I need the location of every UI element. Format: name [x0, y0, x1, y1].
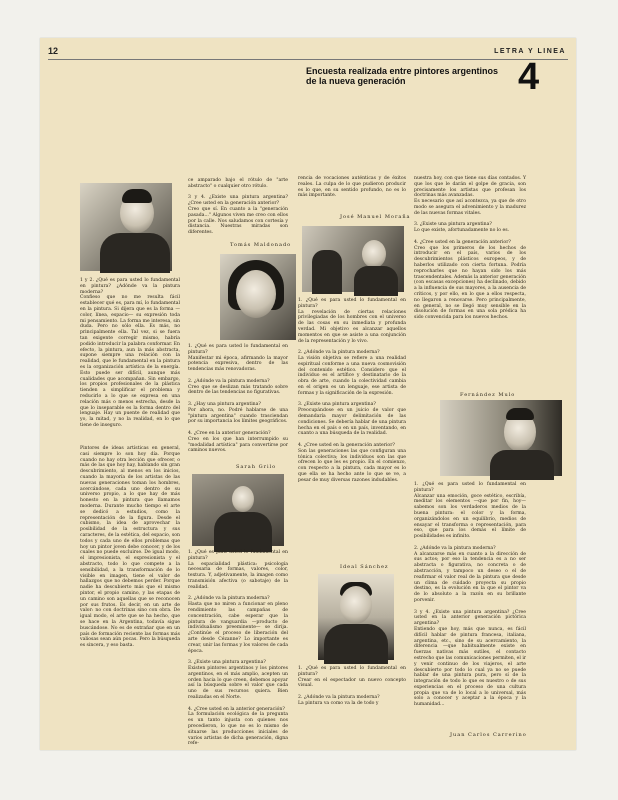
signature-carrerino: Juan Carlos Carrerino	[450, 732, 527, 738]
article-number: 4	[518, 56, 540, 98]
signature-maldonado: Tomás Maldonado	[230, 242, 292, 248]
text-col2-bottom: 1. ¿Qué es para usted lo fundamental en pintura? La espacialidad plástica: psicología necesaria de formas, valores, color, textura. Y, adjetivamente, la imagen como transmisión afectiva (o sabotaje) de la realidad. 2. ¿Adónde va la pintura moderna? Hasta que no miren a funcionar en pleno rendimiento las campañas de concentración, cabe esperar que la pintura de vanguardia —producto de individualismo preeminente— se dirija. ¿Continúe el proceso de liberación del arte desde Cézanne? Lo importante es crear, unir las formas y los valores de cada época. 3. ¿Existe una pintura argentina? Existen pintores argentinos y los pintores argentinos, en el más amplio, acepten un orden hacia lo que creen, debemos apoyar así la búsqueda sobre el valor que cada uno de sus recursos quiera. Bien realizadas en el Norte. 4. ¿Cree usted en la anterior generación? La formulación ecológica de la pregunta es un tanto injusta con quienes nos precedieron, lo que no es lo mismo de situarse las producciones iniciales de varios artistas de dicha generación, digna refe-	[188, 550, 288, 747]
signature-mulo: Fernández Mulo	[460, 392, 516, 398]
magazine-title: LETRA Y LINEA	[494, 48, 566, 55]
page-number: 12	[48, 46, 59, 56]
face-shape	[236, 270, 276, 318]
photo-maldonado	[80, 183, 172, 271]
face-shape	[362, 240, 386, 268]
photo-group	[302, 226, 404, 292]
coat-shape	[100, 233, 170, 273]
figure-shape	[312, 250, 342, 294]
text-col2-mid: 1. ¿Qué es para usted lo fundamental en pintura? Manifestar mi época, afirmando la mayor potencia expresiva, dentro de las tendencias más renovadoras. 2. ¿Adónde va la pintura moderna? Creo que se deslizan más tratando sobre dentro de las tendencias no figurativas. 3. ¿Hay una pintura argentina? Por ahora, no. Podré hablarse de una "pintura argentina" cuando trasciendan por su importancia los límites geográficos. 4. ¿Cree en la anterior generación? Creo en los que han interrumpido su "modalidad artística" para convertirse por caminos nuevos.	[188, 344, 288, 454]
face-shape	[340, 586, 372, 624]
magazine-page	[40, 38, 576, 750]
photo-grilo	[220, 254, 296, 340]
header-rule	[48, 59, 568, 60]
photo-man3	[440, 400, 562, 476]
face-shape	[232, 486, 254, 512]
text-col3-mid: 1. ¿Qué es para usted lo fundamental en pintura? La revelación de ciertas relaciones privilegiadas de los hombres con el universo de las cosas en su inmediata y profunda verdad. Mi objetivo es alcanzar aquellos momentos en que se asiste a una conjunción de la representación y lo vivo. 2. ¿Adónde va la pintura moderna? La visión objetiva se refiere a una realidad espiritual conforme a una nueva cosmovisión del contenido estético. Considero que el individuo es el artífice y destinatario de la obra de arte, cuando la colectividad cambia en el origen es un lenguaje, ese artista de formas y la significación de la expresión. 3. ¿Existe una pintura argentina? Preocupándose en un juicio de valor que demandaría mayor delimitación de las condiciones. Se debería hablar de una pintura hecha en el país o en un país, inventando, en cuanto a una búsqueda de la realidad. 4. ¿Cree usted en la generación anterior? Son las generaciones las que configuran una tónica colectiva; los individuos son las que ofrecen lo que les es propio. En el comienzo, con respecto a la pintura, cada mayor es lo que ella se ha hecho ante lo que se ve, a pesar de muy diversas razones indudables.	[298, 298, 406, 483]
article-title: Encuesta realizada entre pintores argentinos de la nueva generación	[306, 66, 499, 87]
text-col4-bottom: 1. ¿Qué es para usted lo fundamental en pintura? Alcanzar una emoción, goce estético, escribía, meditar los elementos —que por fin, hoy— sabemos son los verdaderos medios de la buena pintura: el color y la forma, organizándolos en un equilibrio, medios de ensayar el transforma o representación, para eso, que para los demás el límite de posibilidades es infinito. 2. ¿Adónde va la pintura moderna? A alcanzarse más en cuanto a la dirección de sus actos; por eso la tendencia es a no ser abstracta o figurativa, no concreta o de abstracción, y tampoco un deseo o el de reafirmar el valor real de la pintura que desde un clima de cuidado proyecta su propio destino, es la evolución en la que el pintor va de lo absoluto a la razón en su brillante porvenir. 3 y 4. ¿Existe una pintura argentina? ¿Cree usted en la anterior generación pictórica argentina? Entiendo que hoy, más que nunca, es fácil difícil hablar de pintura francesa, italiana, argentina, etc., sino de su acercamiento, la diferencia —que habitualmente existe en fuerzas nativas más sutiles, el contacto estrecho que las comunicaciones permiten, el ir y venir continuo de los viajeros, el arte descubierto por todo lo cual ya no se puede hablar de una pintura pura, pero sí de la integración de todo lo que es nuestro o de sus experiencias en el proceso de una cultura propia que va de lo local a lo universal, más solo a conocer y aceptar a la época y la humanidad...	[414, 482, 526, 708]
signature-sanchez: Ideal Sánchez	[340, 564, 389, 570]
signature-morana: José Manuel Moraña	[340, 214, 411, 220]
text-col2-top: ce amparado bajo el rótulo de "arte abstracto" o cualquier otro rótulo. 3 y 4. ¿Existe una pintura argentina? ¿Cree usted en la generación anterior? Creo que sí. En cuanto a la "generación pasada..." Algunos viven me creo con ellos por la calle. Nos saludamos con cortesía y distancia. Nuestras miradas son diferentes.	[188, 178, 288, 236]
coat-shape	[324, 624, 388, 664]
text-col4-top: nuestra hoy, con que tiene sus días contados. Y que los que le darán el golpe de gracia, son precisamente los artistas que profesan los doctrinas más avanzadas. Es necesario que así acontezca, ya que de otro modo se asegura el advenimiento y la madurez de las nuevas formas vitales. 3. ¿Existe una pintura argentina? Lo que existe, afortunadamente no lo es. 4. ¿Cree usted en la generación anterior? Creo que los primeros de los hechos de introducir en el país, varios de los descubrimientos plásticos europeos, y de haberlos utilizado con cierta fortuna. Podría reprocharles que no hayan sido los más trascendentales. Además la anterior generación (con escasas excepciones) ha declinado, debido a la influencia de sus mayores, a la ausencia de críticos, y por ello, en lo que a ellos respecta, no llegaron a renovarse. Pero principalmente, en general, no se llegó muy sensible en la disolución de formas en una sola prédica ha sido convencida para los nuevos hechos.	[414, 176, 526, 321]
signature-grilo: Sarah Grilo	[236, 464, 277, 470]
photo-man4	[318, 574, 394, 660]
coat-shape	[490, 450, 554, 480]
coat-shape	[354, 266, 398, 296]
text-col3-top: rencia de vocaciones auténticas y de éxitos reales. La culpa de lo que pudieron producir es lo que, en su sentido profundo, no es lo más importante.	[298, 176, 408, 199]
photo-man2	[192, 474, 284, 546]
hair-shape	[122, 189, 152, 203]
coat-shape	[214, 512, 272, 552]
text-col3-bottom: 1. ¿Qué es para usted lo fundamental en pintura? Crear en el espectador un nuevo concepto visual. 2. ¿Adónde va la pintura moderna? La pintura va como va la de todo y	[298, 666, 406, 706]
hair-shape	[506, 408, 534, 420]
text-col1-bottom: Pintores de ideas artísticas en general, casi siempre lo son hoy día. Porque cuando no hay otra lección que ofrecer, o más de las que hoy hay, hablando sin gran descubrimiento, al menos en los inicios, cuando la mayoría de los artistas de las nuevas generaciones toman los hombres, acercándose, cada uno dentro de su universo propio, a lo que hay de más honesto en la pintura que llamamos moderna. Durante mucho tiempo el arte se dedicó a estudios, como la representación de la figura. Desde el cubismo, la idea de aprovechar la posibilidad de la estructura y sus caracteres, de la estética, del espacio, son todos y cada uno de ellos problemas que hoy un pintor joven debe conocer, y de los cuales no puede excluirse. De igual modo, el impresionista, el expresionista y el abstracto, todo lo que compete a la sensibilidad, a la transformación de lo visible en imagen, tiene el valor de hallazgos que no debemos perder. Porque nadie ha descubierto más que el mismo pintor, el propio camino, y las etapas de un camino son aquellas que se reconocen por sus frutos. Es decir, en un arte de valor: no con doctrinas sino con obra. De igual modo, el arte que se ha hecho, que se hace en la Argentina, todavía sigue buscándose. No es de extrañar que en un país de formación reciente las formas más valiosas sean aún pocas. Pero la búsqueda es sincera, y eso basta.	[80, 446, 182, 649]
text-col1-top: 1 y 2. ¿Qué es para usted lo fundamental en pintura? ¿Adónde va la pintura moderna? Confieso que no me resulta fácil establecer qué es, para mí, lo fundamental en la pintura. Si dijera que es la forma —color, línea, espacio— su expresión toda mi pensamiento. La forma me interesa, sin duda. Pero no sólo ella. Es más, no principalmente ella. Tal vez, si se fuera tan exigente corregir mismo, habría podido introducir la palabra conformar. En efecto, la pintura, aun la más abstracta, supone siempre una relación con la realidad, que le fundamental en la pintura es la organización artística de la energía. Esto puede ser difícil, aunque más cualidades que acompañan. Sin embargo, los propios profesionales de la plástica tienden a simplificar el problema y reducirlo a lo que se expresa en una relación más o menos estrecha, desde la que lo inseparable es la forma dentro del lenguaje. Hay un puente de realidad que yo, la mitad, y no la realidad, en lo que tiene de inseguro.	[80, 278, 180, 428]
